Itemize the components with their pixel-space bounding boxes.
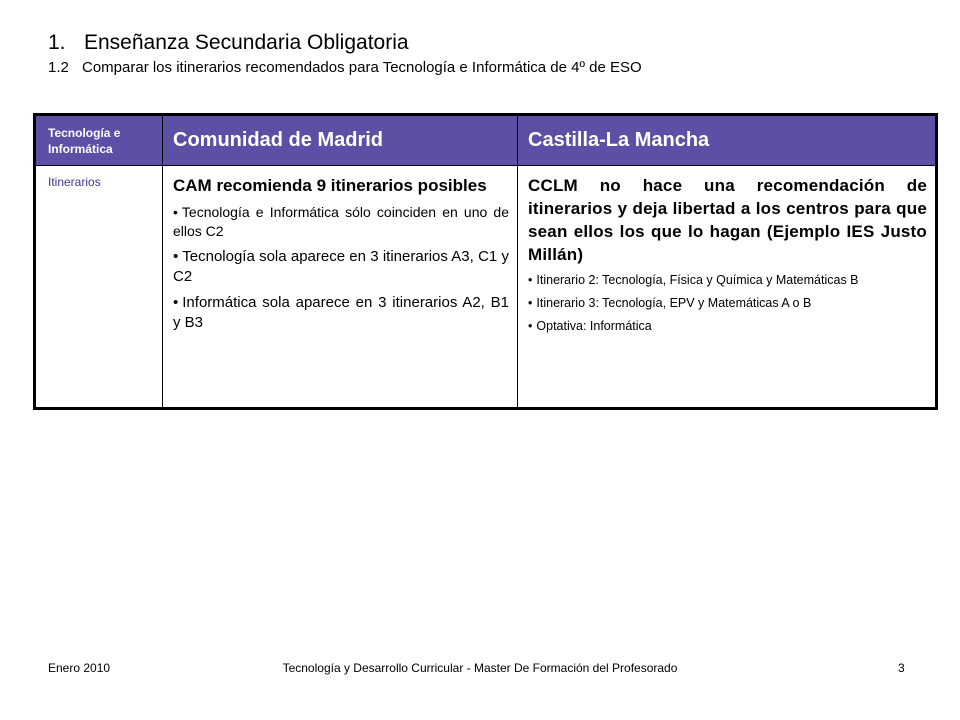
castilla-bullet <box>528 295 927 311</box>
page-number: 3 <box>898 661 905 675</box>
table-row <box>35 166 937 409</box>
bullet-marker: • <box>528 273 533 287</box>
castilla-cell <box>518 166 937 409</box>
castilla-bullet <box>528 318 927 334</box>
castilla-bullet <box>528 272 927 288</box>
column-header-castilla <box>518 115 937 166</box>
column-header-madrid <box>163 115 518 166</box>
castilla-bullet-text: Itinerario 3: Tecnología, EPV y Matemáticas A o B <box>536 296 812 310</box>
corner-label: Tecnología e Informática <box>48 125 121 156</box>
footer-course-title: Tecnología y Desarrollo Curricular - Master De Formación del Profesorado <box>282 661 678 675</box>
row-label-cell <box>35 166 163 409</box>
madrid-bullet <box>173 293 509 333</box>
bullet-marker: • <box>173 294 179 311</box>
section-title-text: Enseñanza Secundaria Obligatoria <box>84 31 409 54</box>
bullet-marker: • <box>528 319 533 333</box>
madrid-cell <box>163 166 518 409</box>
table-corner-cell <box>35 115 163 166</box>
table-header-row <box>35 115 937 166</box>
castilla-lead-text: CCLM no hace una recomendación de itinerarios y deja libertad a los centros para que sean ellos los que lo hagan (Ejemplo IES Justo Millán) <box>528 176 927 264</box>
subsection-number: 1.2 <box>48 59 69 76</box>
subsection-title <box>48 58 928 78</box>
castilla-bullet-text: Itinerario 2: Tecnología, Física y Química y Matemáticas B <box>536 273 859 287</box>
comparison-table <box>33 113 938 410</box>
row-label: Itinerarios <box>48 175 101 189</box>
madrid-bullet-text: Tecnología e Informática sólo coinciden en uno de ellos C2 <box>173 204 509 239</box>
madrid-bullet <box>173 247 509 287</box>
bullet-marker: • <box>528 296 533 310</box>
slide-heading <box>48 30 928 78</box>
footer-date: Enero 2010 <box>48 661 111 675</box>
madrid-bullet-text: Informática sola aparece en 3 itinerarios A2, B1 y B3 <box>173 294 509 331</box>
section-number: 1. <box>48 31 66 54</box>
madrid-lead-text: CAM recomienda 9 itinerarios posibles <box>173 176 487 195</box>
subsection-title-text: Comparar los itinerarios recomendados para Tecnología e Informática de 4º de ESO <box>82 59 642 76</box>
castilla-bullet-text: Optativa: Informática <box>536 319 652 333</box>
bullet-marker: • <box>173 204 178 220</box>
madrid-bullet-text: Tecnología sola aparece en 3 itinerarios A3, C1 y C2 <box>173 248 509 285</box>
bullet-marker: • <box>173 248 179 265</box>
column-header-madrid-label: Comunidad de Madrid <box>173 129 383 151</box>
section-title <box>48 30 928 56</box>
column-header-castilla-label: Castilla-La Mancha <box>528 129 710 151</box>
madrid-bullet <box>173 203 509 241</box>
